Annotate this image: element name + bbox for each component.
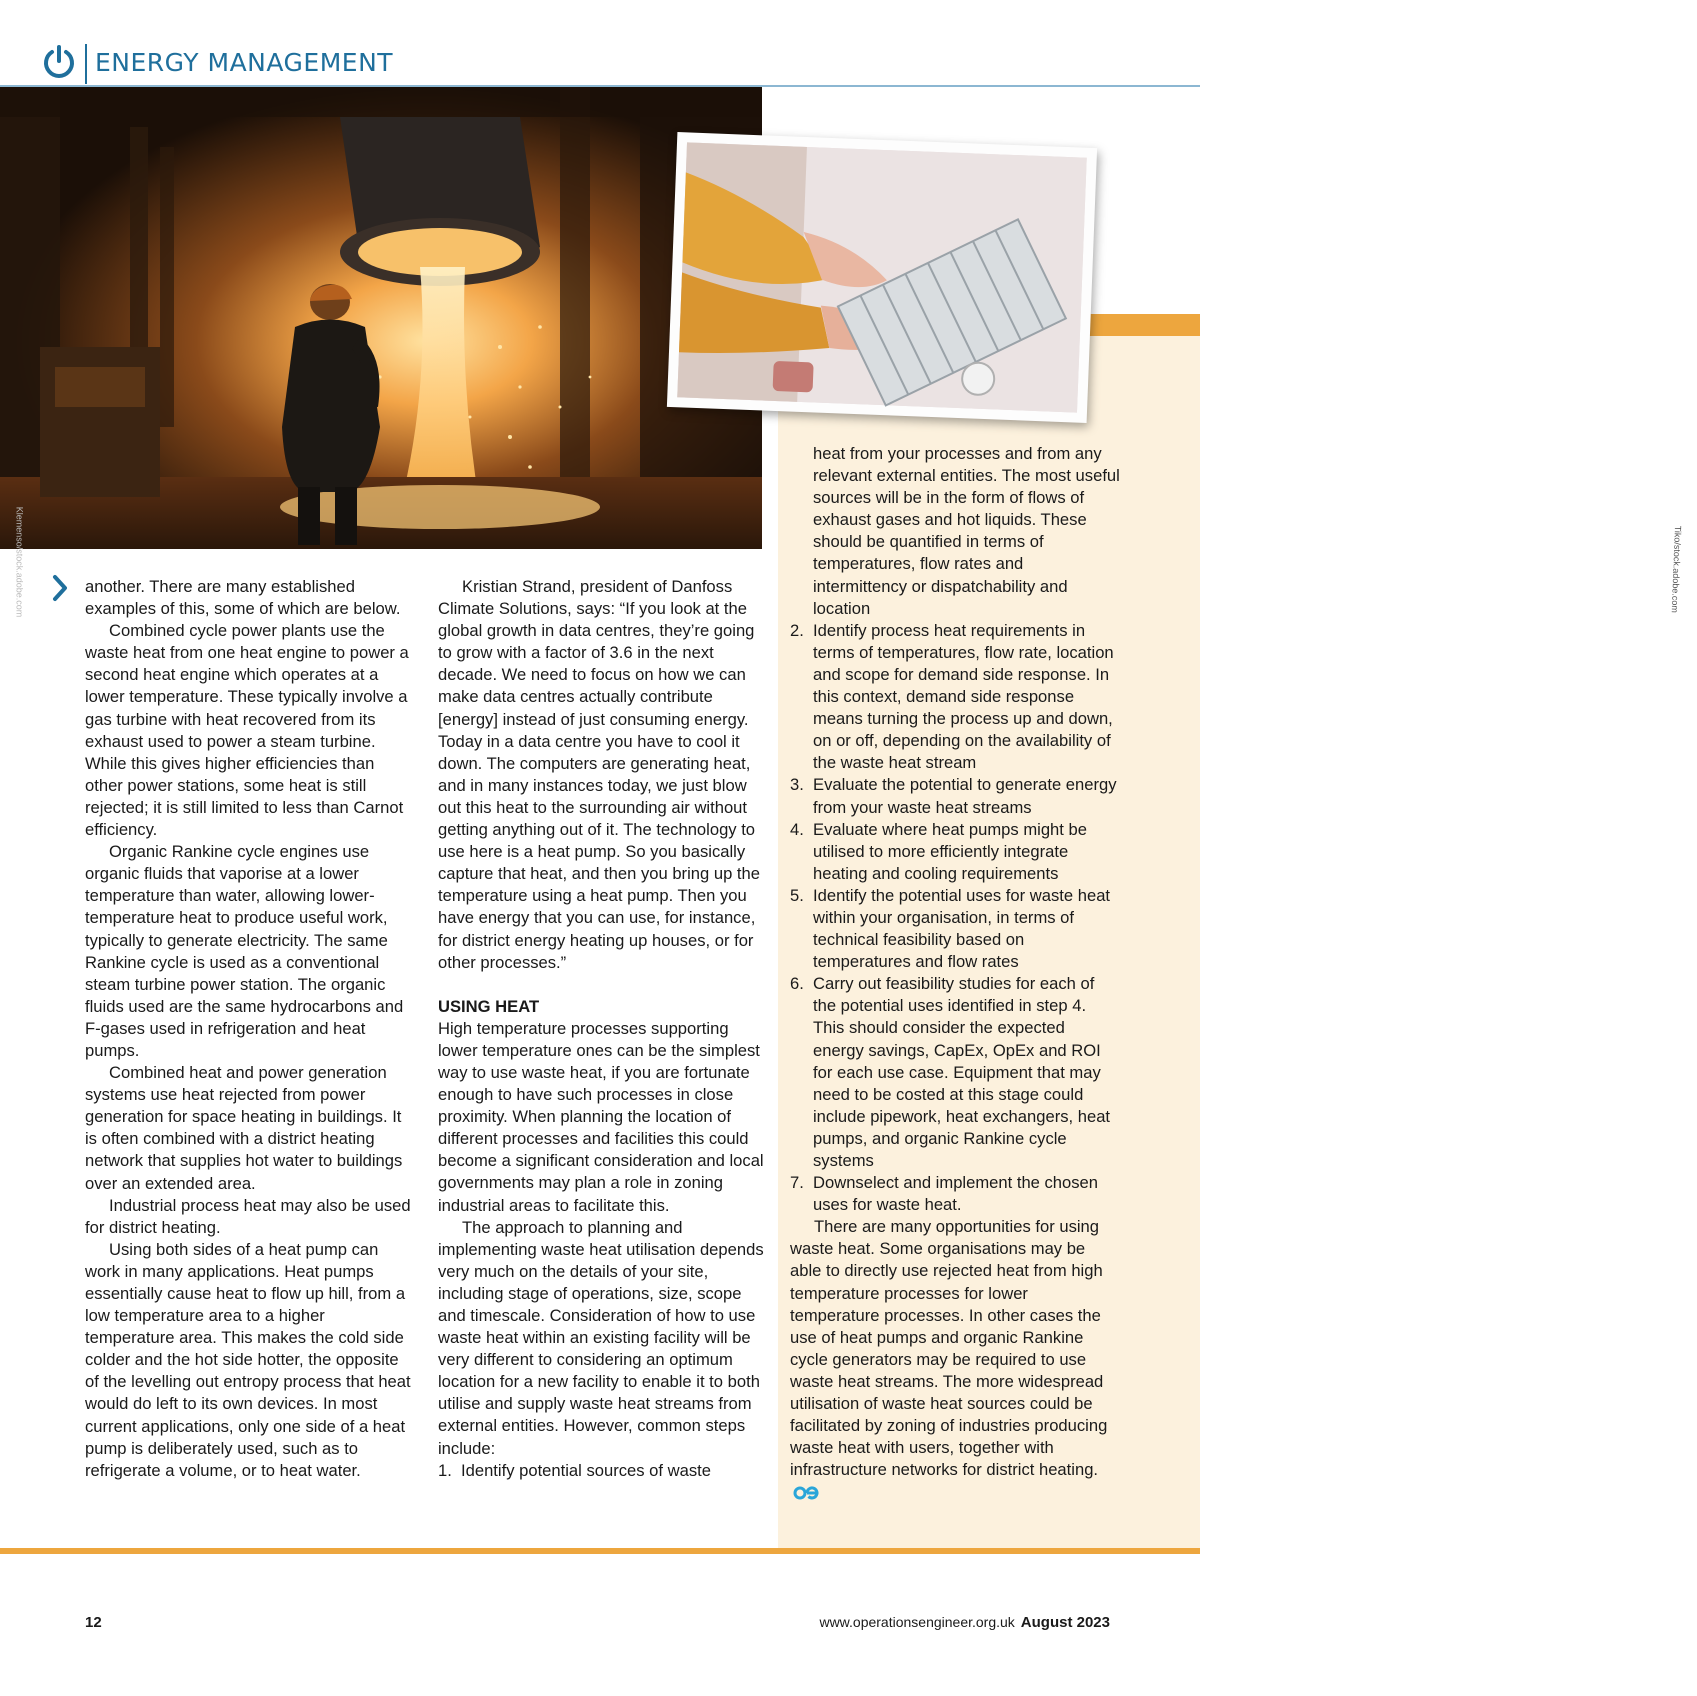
article-column-1 <box>85 576 415 1482</box>
paragraph: Organic Rankine cycle engines use organic fluids that vaporise at a lower temperature than water, allowing lower-temperature heat to produce useful work, typically to generate electricity. The same Rankine cycle is used as a conventional steam turbine power station. The organic fluids used are the same hydrocarbons and F-gases used in refrigeration and heat pumps. <box>85 842 404 1060</box>
section-heading: USING HEAT <box>438 996 540 1016</box>
article-column-2 <box>438 576 768 1482</box>
list-number: 3. <box>790 775 804 795</box>
paragraph: Using both sides of a heat pump can work in many applications. Heat pumps essentially cause heat to flow up hill, from a low temperature area to a higher temperature area. This makes the cold side colder and the hot side hotter, the opposite of the levelling out entropy process that heat would do left to its own devices. In most current applications, only one side of a heat pump is deliberately used, such as to refrigerate a volume, or to heat water. <box>85 1239 411 1480</box>
steps-list <box>438 1460 768 1482</box>
issue-date: August 2023 <box>1020 1614 1110 1631</box>
inset-photo-content <box>677 142 1086 412</box>
list-item <box>790 885 1120 973</box>
list-text: Carry out feasibility studies for each of the potential uses identified in step 4. This should consider the expected energy savings, CapEx, OpEx and ROI for each use case. Equipment that may need to be costed at this stage could include pipework, heat exchangers, heat pumps, and organic Rankine cycle systems <box>813 974 1111 1170</box>
paragraph: Combined cycle power plants use the waste heat from one heat engine to power a second heat engine which operates at a lower temperature. These typically involve a gas turbine with heat recovered from its exhaust used to power a steam turbine. While this gives higher efficiencies than other power stations, some heat is still rejected; it is still limited to less than Carnot efficiency. <box>85 621 409 840</box>
paragraph: Kristian Strand, president of Danfoss Climate Solutions, says: “If you look at the global growth in data centres, they’re going to grow with a factor of 3.6 in the next decade. We need to focus on how we can make data centres actually contribute [energy] instead of just consuming energy. Today in a data centre you have to cool it down. The computers are generating heat, and in many instances today, we just blow out this heat to the surrounding air without getting anything out of it. The technology to use here is a heat pump. So you basically capture that heat, and then you bring up the temperature using a heat pump. Then you have energy that you can use, for instance, for district energy heating up houses, or for other processes.” <box>438 577 760 972</box>
hero-photo-credit: Klemenso/stock.adobe.com <box>14 506 25 618</box>
header-divider <box>85 44 87 84</box>
closing-text: There are many opportunities for using waste heat. Some organisations may be able to directly use rejected heat from high temperature processes for lower temperature processes. In other cases the use of heat pumps and organic Rankine cycle generators may be required to use waste heat streams. The more widespread utilisation of waste heat sources could be facilitated by zoning of industries producing waste heat with users, together with infrastructure networks for district heating. <box>790 1217 1108 1480</box>
inset-photo-credit: Tiko/stock.adobe.com <box>1669 525 1684 614</box>
paragraph: Combined heat and power generation systems use heat rejected from power generation for space heating in buildings. It is often combined with a district heating network that supplies hot water to buildings over an extended area. <box>85 1063 403 1193</box>
list-item <box>790 620 1120 775</box>
footer-info <box>819 1614 1110 1631</box>
list-text: Identify process heat requirements in terms of temperatures, flow rate, location and scope for demand side response. In this context, demand side response means turning the process up and down, on or off, depending on the availability of the waste heat stream <box>813 620 1114 773</box>
list-text: Downselect and implement the chosen uses for waste heat. <box>813 1173 1099 1215</box>
list-item <box>790 1172 1120 1216</box>
list-text: Evaluate where heat pumps might be utilised to more efficiently integrate heating and cooling requirements <box>813 819 1087 883</box>
list-number: 1. <box>438 1460 452 1480</box>
paragraph: Industrial process heat may also be used for district heating. <box>85 1195 411 1237</box>
power-icon <box>42 44 76 78</box>
steps-list-continued <box>790 620 1120 1217</box>
oe-logo-icon <box>794 1486 818 1500</box>
list-number: 7. <box>790 1173 804 1193</box>
bottom-accent-band <box>0 1548 1200 1554</box>
foundry-illustration <box>0 87 762 549</box>
list-item <box>438 1460 768 1482</box>
list-number: 4. <box>790 819 804 839</box>
article-column-3 <box>790 443 1120 1504</box>
list-number: 5. <box>790 885 804 905</box>
list-continuation: heat from your processes and from any relevant external entities. The most useful sources will be in the form of flows of exhaust gases and hot liquids. These should be quantified in terms of temperatures, flow rates and intermittency or dispatchability and location <box>813 444 1120 618</box>
paragraph-gap <box>438 974 768 996</box>
list-number: 6. <box>790 974 804 994</box>
page-number: 12 <box>85 1614 102 1631</box>
list-item <box>790 819 1120 885</box>
list-text: Evaluate the potential to generate energy from your waste heat streams <box>813 775 1117 817</box>
website-url: www.operationsengineer.org.uk <box>819 1614 1015 1630</box>
list-item <box>790 973 1120 1172</box>
radiator-illustration <box>677 142 1086 412</box>
list-text: Identify the potential uses for waste heat within your organisation, in terms of technical feasibility based on temperatures and flow rates <box>813 885 1111 972</box>
paragraph: The approach to planning and implementing waste heat utilisation depends very much on the details of your site, including stage of operations, size, scope and timescale. Consideration of how to use waste heat within an existing facility will be very different to considering an optimum location for a new facility to enable it to both utilise and supply waste heat streams from external entities. However, common steps include: <box>438 1217 764 1458</box>
list-text: Identify potential sources of waste <box>461 1460 711 1480</box>
list-number: 2. <box>790 620 804 640</box>
section-title: ENERGY MANAGEMENT <box>95 48 394 77</box>
paragraph: High temperature processes supporting lower temperature ones can be the simplest way to use waste heat, if you are fortunate enough to have such processes in close proximity. When planning the location of different processes and facilities this could become a significant consideration and local governments may plan a role in zoning industrial areas to facilitate this. <box>438 1018 764 1215</box>
page-header <box>0 0 1200 86</box>
list-item <box>790 774 1120 818</box>
closing-paragraph <box>790 1216 1120 1503</box>
paragraph: another. There are many established examples of this, some of which are below. <box>85 577 401 619</box>
continuation-chevron-icon <box>52 575 68 601</box>
accent-tab <box>1080 314 1200 336</box>
